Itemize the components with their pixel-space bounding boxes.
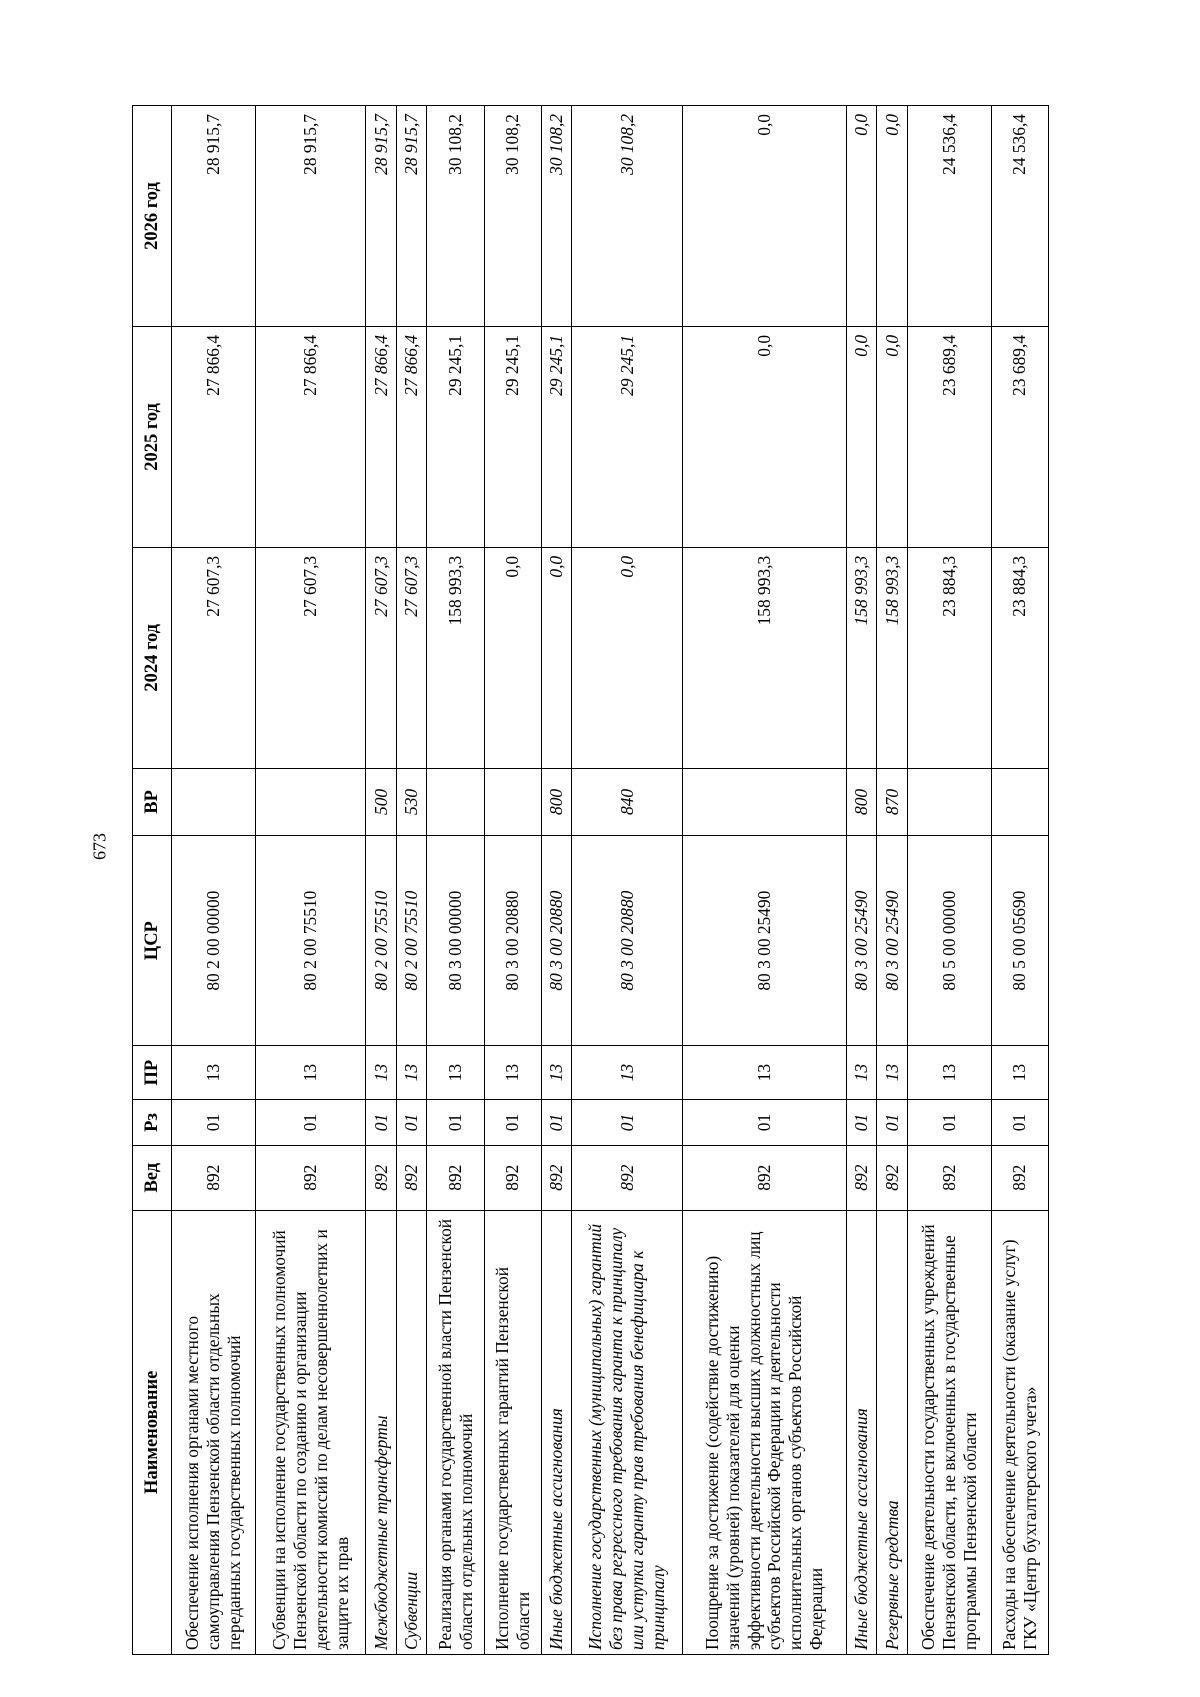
cell-csr: 80 3 00 20880	[484, 836, 541, 1046]
cell-ved: 892	[427, 1145, 484, 1210]
cell-2026: 30 108,2	[541, 106, 572, 327]
cell-rz: 01	[427, 1100, 484, 1146]
cell-2024: 27 607,3	[255, 547, 366, 768]
cell-name: Обеспечение деятельности государственных учреждений Пензенской области, не включенных в государственные программы Пензенской области	[907, 1210, 991, 1654]
table-row	[172, 106, 256, 1655]
cell-rz: 01	[991, 1100, 1048, 1146]
cell-ved: 892	[172, 1145, 256, 1210]
cell-vr: 800	[541, 768, 572, 835]
cell-2026: 30 108,2	[427, 106, 484, 327]
cell-rz: 01	[541, 1100, 572, 1146]
cell-2026: 28 915,7	[172, 106, 256, 327]
table-row	[541, 106, 572, 1655]
cell-name: Реализация органами государственной власти Пензенской области отдельных полномочий	[427, 1210, 484, 1654]
cell-csr: 80 5 00 05690	[991, 836, 1048, 1046]
header-rz: Рз	[133, 1100, 172, 1146]
cell-rz: 01	[172, 1100, 256, 1146]
budget-table	[132, 105, 1049, 1655]
cell-name: Обеспечение исполнения органами местного самоуправления Пензенской области отдельных переданных государственных полномочий	[172, 1210, 256, 1654]
header-2025: 2025 год	[133, 326, 172, 547]
cell-csr: 80 5 00 00000	[907, 836, 991, 1046]
cell-name: Иные бюджетные ассигнования	[846, 1210, 877, 1654]
cell-rz: 01	[396, 1100, 427, 1146]
cell-2026: 24 536,4	[907, 106, 991, 327]
cell-vr	[255, 768, 366, 835]
cell-name: Субвенции	[396, 1210, 427, 1654]
cell-ved: 892	[366, 1145, 397, 1210]
cell-2025: 27 866,4	[396, 326, 427, 547]
cell-pr: 13	[991, 1046, 1048, 1100]
cell-2025: 0,0	[682, 326, 846, 547]
cell-ved: 892	[572, 1145, 683, 1210]
cell-2025: 0,0	[846, 326, 877, 547]
cell-csr: 80 3 00 20880	[572, 836, 683, 1046]
cell-rz: 01	[572, 1100, 683, 1146]
cell-pr: 13	[682, 1046, 846, 1100]
cell-2026: 30 108,2	[484, 106, 541, 327]
cell-2026: 0,0	[682, 106, 846, 327]
cell-2025: 27 866,4	[255, 326, 366, 547]
cell-2025: 0,0	[877, 326, 908, 547]
cell-vr	[682, 768, 846, 835]
cell-csr: 80 2 00 00000	[172, 836, 256, 1046]
cell-2024: 158 993,3	[846, 547, 877, 768]
cell-rz: 01	[907, 1100, 991, 1146]
cell-csr: 80 2 00 75510	[255, 836, 366, 1046]
cell-name: Исполнение государственных гарантий Пензенской области	[484, 1210, 541, 1654]
cell-name: Межбюджетные трансферты	[366, 1210, 397, 1654]
cell-2026: 28 915,7	[255, 106, 366, 327]
cell-vr	[172, 768, 256, 835]
cell-rz: 01	[682, 1100, 846, 1146]
cell-rz: 01	[877, 1100, 908, 1146]
cell-vr	[484, 768, 541, 835]
table-header-row	[133, 106, 172, 1655]
cell-2026: 28 915,7	[396, 106, 427, 327]
cell-ved: 892	[484, 1145, 541, 1210]
cell-2024: 27 607,3	[366, 547, 397, 768]
cell-2025: 27 866,4	[366, 326, 397, 547]
cell-pr: 13	[572, 1046, 683, 1100]
header-ved: Вед	[133, 1145, 172, 1210]
cell-2025: 29 245,1	[427, 326, 484, 547]
cell-pr: 13	[907, 1046, 991, 1100]
table-row	[427, 106, 484, 1655]
cell-csr: 80 3 00 25490	[846, 836, 877, 1046]
cell-vr	[991, 768, 1048, 835]
cell-ved: 892	[541, 1145, 572, 1210]
table-row	[877, 106, 908, 1655]
cell-2024: 27 607,3	[396, 547, 427, 768]
cell-csr: 80 2 00 75510	[396, 836, 427, 1046]
cell-csr: 80 2 00 75510	[366, 836, 397, 1046]
cell-2025: 29 245,1	[572, 326, 683, 547]
cell-pr: 13	[541, 1046, 572, 1100]
cell-ved: 892	[682, 1145, 846, 1210]
page-number: 673	[89, 833, 110, 860]
table-row	[572, 106, 683, 1655]
cell-csr: 80 3 00 25490	[877, 836, 908, 1046]
cell-vr: 840	[572, 768, 683, 835]
cell-2024: 23 884,3	[991, 547, 1048, 768]
cell-csr: 80 3 00 25490	[682, 836, 846, 1046]
cell-2026: 0,0	[877, 106, 908, 327]
table-row	[366, 106, 397, 1655]
cell-rz: 01	[846, 1100, 877, 1146]
header-vr: ВР	[133, 768, 172, 835]
cell-2024: 0,0	[541, 547, 572, 768]
cell-pr: 13	[396, 1046, 427, 1100]
cell-vr: 530	[396, 768, 427, 835]
cell-rz: 01	[255, 1100, 366, 1146]
cell-vr	[427, 768, 484, 835]
cell-vr: 800	[846, 768, 877, 835]
cell-pr: 13	[255, 1046, 366, 1100]
cell-2025: 27 866,4	[172, 326, 256, 547]
header-csr: ЦСР	[133, 836, 172, 1046]
cell-pr: 13	[484, 1046, 541, 1100]
table-row	[907, 106, 991, 1655]
cell-pr: 13	[366, 1046, 397, 1100]
cell-2026: 24 536,4	[991, 106, 1048, 327]
table-row	[484, 106, 541, 1655]
table-row	[255, 106, 366, 1655]
cell-rz: 01	[484, 1100, 541, 1146]
cell-pr: 13	[172, 1046, 256, 1100]
cell-2025: 29 245,1	[541, 326, 572, 547]
table-row	[846, 106, 877, 1655]
cell-2025: 23 689,4	[907, 326, 991, 547]
cell-name: Поощрение за достижение (содействие достижению) значений (уровней) показателей для оценки эффективности деятельности высших должностных лиц субъектов Российской Федерации и деятельности исполнительных органов субъектов Российской Федерации	[682, 1210, 846, 1654]
cell-name: Расходы на обеспечение деятельности (оказание услуг) ГКУ «Центр бухгалтерского учета»	[991, 1210, 1048, 1654]
cell-2024: 158 993,3	[427, 547, 484, 768]
header-pr: ПР	[133, 1046, 172, 1100]
cell-ved: 892	[846, 1145, 877, 1210]
cell-2026: 28 915,7	[366, 106, 397, 327]
table-row	[682, 106, 846, 1655]
cell-csr: 80 3 00 00000	[427, 836, 484, 1046]
cell-2024: 0,0	[484, 547, 541, 768]
cell-pr: 13	[846, 1046, 877, 1100]
cell-vr	[907, 768, 991, 835]
cell-ved: 892	[907, 1145, 991, 1210]
cell-ved: 892	[255, 1145, 366, 1210]
cell-pr: 13	[427, 1046, 484, 1100]
cell-2024: 23 884,3	[907, 547, 991, 768]
budget-table-rotated	[132, 105, 1049, 1655]
cell-name: Исполнение государственных (муниципальных) гарантий без права регрессного требования гаранта к принципалу или уступки гаранту прав требования бенефициара к принципалу	[572, 1210, 683, 1654]
cell-ved: 892	[877, 1145, 908, 1210]
header-name: Наименование	[133, 1210, 172, 1654]
cell-2026: 30 108,2	[572, 106, 683, 327]
header-2024: 2024 год	[133, 547, 172, 768]
cell-csr: 80 3 00 20880	[541, 836, 572, 1046]
cell-ved: 892	[396, 1145, 427, 1210]
cell-name: Резервные средства	[877, 1210, 908, 1654]
cell-2024: 0,0	[572, 547, 683, 768]
table-body	[172, 106, 1049, 1655]
cell-ved: 892	[991, 1145, 1048, 1210]
cell-2026: 0,0	[846, 106, 877, 327]
cell-2025: 29 245,1	[484, 326, 541, 547]
header-2026: 2026 год	[133, 106, 172, 327]
table-row	[991, 106, 1048, 1655]
cell-2024: 158 993,3	[682, 547, 846, 768]
cell-vr: 500	[366, 768, 397, 835]
cell-vr: 870	[877, 768, 908, 835]
cell-name: Иные бюджетные ассигнования	[541, 1210, 572, 1654]
cell-2025: 23 689,4	[991, 326, 1048, 547]
cell-2024: 158 993,3	[877, 547, 908, 768]
cell-rz: 01	[366, 1100, 397, 1146]
cell-pr: 13	[877, 1046, 908, 1100]
cell-2024: 27 607,3	[172, 547, 256, 768]
table-row	[396, 106, 427, 1655]
cell-name: Субвенции на исполнение государственных полномочий Пензенской области по созданию и организации деятельности комиссий по делам несовершеннолетних и защите их прав	[255, 1210, 366, 1654]
